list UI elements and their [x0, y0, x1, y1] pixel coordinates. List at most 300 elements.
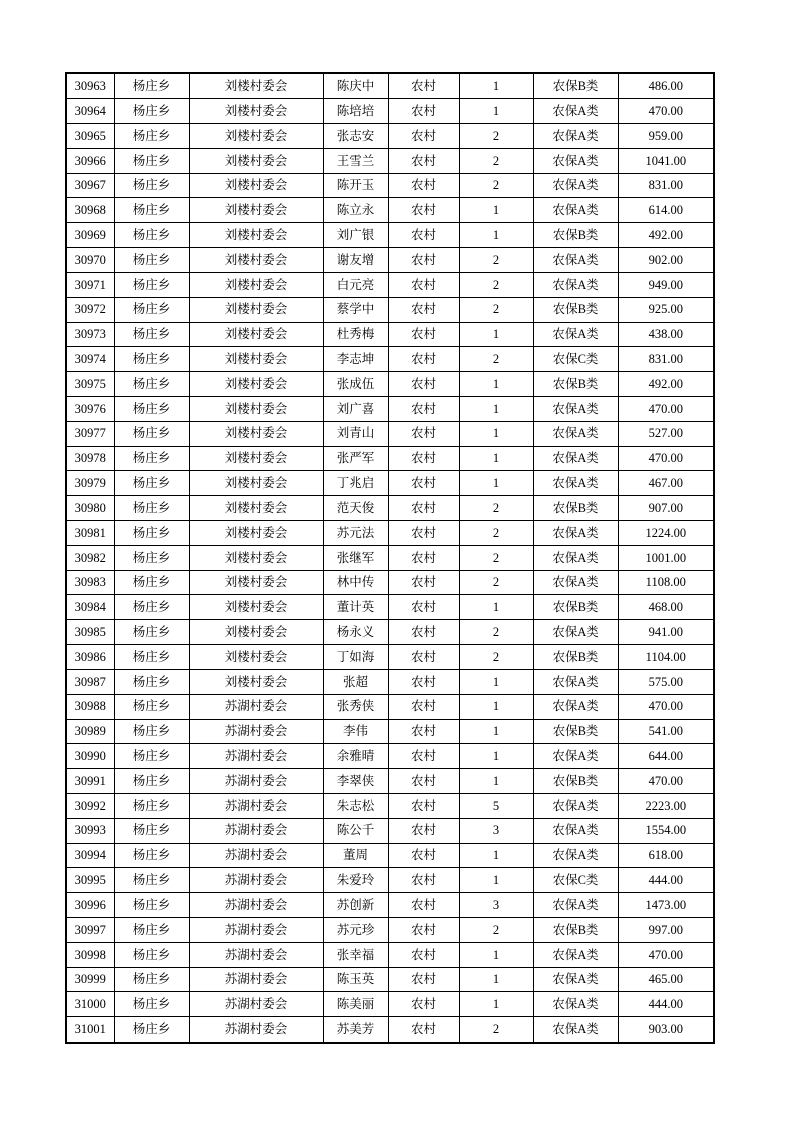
cell-village-committee: 刘楼村委会	[189, 669, 323, 694]
table-row	[66, 73, 714, 99]
cell-residence-type: 农村	[388, 967, 459, 992]
cell-amount: 941.00	[618, 620, 714, 645]
cell-serial-number: 30978	[66, 446, 114, 471]
table-row	[66, 372, 714, 397]
cell-residence-type: 农村	[388, 124, 459, 149]
cell-person-name: 白元亮	[323, 272, 388, 297]
cell-person-count: 1	[459, 967, 533, 992]
cell-person-count: 2	[459, 148, 533, 173]
cell-insurance-category: 农保A类	[533, 793, 618, 818]
cell-person-name: 苏美芳	[323, 1017, 388, 1043]
cell-village-committee: 刘楼村委会	[189, 347, 323, 372]
cell-village-committee: 苏湖村委会	[189, 942, 323, 967]
cell-residence-type: 农村	[388, 372, 459, 397]
cell-village-committee: 刘楼村委会	[189, 620, 323, 645]
table-row	[66, 744, 714, 769]
cell-insurance-category: 农保B类	[533, 372, 618, 397]
cell-residence-type: 农村	[388, 297, 459, 322]
cell-amount: 1108.00	[618, 570, 714, 595]
cell-serial-number: 30994	[66, 843, 114, 868]
cell-amount: 444.00	[618, 868, 714, 893]
cell-serial-number: 30989	[66, 719, 114, 744]
table-row	[66, 843, 714, 868]
cell-serial-number: 30996	[66, 893, 114, 918]
cell-village-committee: 苏湖村委会	[189, 793, 323, 818]
cell-person-name: 李志坤	[323, 347, 388, 372]
cell-village-committee: 刘楼村委会	[189, 545, 323, 570]
cell-person-count: 1	[459, 372, 533, 397]
cell-person-name: 苏创新	[323, 893, 388, 918]
cell-person-count: 1	[459, 223, 533, 248]
cell-amount: 1473.00	[618, 893, 714, 918]
cell-serial-number: 30998	[66, 942, 114, 967]
cell-serial-number: 30968	[66, 198, 114, 223]
cell-village-committee: 刘楼村委会	[189, 496, 323, 521]
cell-person-name: 陈庆中	[323, 73, 388, 99]
cell-amount: 541.00	[618, 719, 714, 744]
cell-township: 杨庄乡	[114, 471, 189, 496]
cell-amount: 1224.00	[618, 521, 714, 546]
table-row	[66, 942, 714, 967]
cell-village-committee: 刘楼村委会	[189, 446, 323, 471]
cell-serial-number: 30975	[66, 372, 114, 397]
cell-person-name: 董周	[323, 843, 388, 868]
cell-amount: 902.00	[618, 248, 714, 273]
cell-serial-number: 30976	[66, 396, 114, 421]
table-row	[66, 545, 714, 570]
cell-serial-number: 31001	[66, 1017, 114, 1043]
table-row	[66, 967, 714, 992]
cell-serial-number: 30999	[66, 967, 114, 992]
cell-person-name: 苏元珍	[323, 918, 388, 943]
cell-insurance-category: 农保A类	[533, 198, 618, 223]
cell-residence-type: 农村	[388, 322, 459, 347]
cell-person-name: 张继军	[323, 545, 388, 570]
cell-person-name: 杨永义	[323, 620, 388, 645]
cell-amount: 1041.00	[618, 148, 714, 173]
cell-amount: 492.00	[618, 372, 714, 397]
cell-person-count: 2	[459, 645, 533, 670]
cell-township: 杨庄乡	[114, 645, 189, 670]
cell-insurance-category: 农保A类	[533, 148, 618, 173]
cell-person-count: 2	[459, 521, 533, 546]
cell-village-committee: 苏湖村委会	[189, 744, 323, 769]
cell-serial-number: 30972	[66, 297, 114, 322]
table-row	[66, 620, 714, 645]
cell-township: 杨庄乡	[114, 372, 189, 397]
cell-village-committee: 刘楼村委会	[189, 148, 323, 173]
cell-serial-number: 30985	[66, 620, 114, 645]
cell-amount: 486.00	[618, 73, 714, 99]
cell-township: 杨庄乡	[114, 669, 189, 694]
cell-insurance-category: 农保B类	[533, 595, 618, 620]
cell-insurance-category: 农保A类	[533, 471, 618, 496]
cell-person-name: 蔡学中	[323, 297, 388, 322]
cell-residence-type: 农村	[388, 248, 459, 273]
cell-insurance-category: 农保A类	[533, 843, 618, 868]
cell-village-committee: 苏湖村委会	[189, 893, 323, 918]
cell-township: 杨庄乡	[114, 521, 189, 546]
cell-person-name: 林中传	[323, 570, 388, 595]
cell-insurance-category: 农保A类	[533, 322, 618, 347]
table-row	[66, 992, 714, 1017]
table-row	[66, 297, 714, 322]
cell-village-committee: 刘楼村委会	[189, 421, 323, 446]
cell-amount: 997.00	[618, 918, 714, 943]
table-row	[66, 198, 714, 223]
cell-person-count: 1	[459, 669, 533, 694]
cell-township: 杨庄乡	[114, 545, 189, 570]
cell-insurance-category: 农保A类	[533, 248, 618, 273]
cell-serial-number: 30984	[66, 595, 114, 620]
cell-person-name: 张严军	[323, 446, 388, 471]
cell-person-count: 2	[459, 496, 533, 521]
cell-insurance-category: 农保B类	[533, 297, 618, 322]
cell-insurance-category: 农保B类	[533, 645, 618, 670]
cell-serial-number: 30966	[66, 148, 114, 173]
cell-person-name: 陈美丽	[323, 992, 388, 1017]
cell-serial-number: 30993	[66, 818, 114, 843]
cell-serial-number: 30991	[66, 769, 114, 794]
cell-person-count: 2	[459, 124, 533, 149]
cell-residence-type: 农村	[388, 496, 459, 521]
cell-amount: 644.00	[618, 744, 714, 769]
cell-amount: 949.00	[618, 272, 714, 297]
cell-person-name: 范天俊	[323, 496, 388, 521]
cell-person-count: 1	[459, 99, 533, 124]
cell-residence-type: 农村	[388, 595, 459, 620]
cell-serial-number: 30970	[66, 248, 114, 273]
cell-person-count: 1	[459, 396, 533, 421]
cell-residence-type: 农村	[388, 521, 459, 546]
cell-person-name: 苏元法	[323, 521, 388, 546]
cell-village-committee: 苏湖村委会	[189, 967, 323, 992]
table-row	[66, 446, 714, 471]
table-row	[66, 272, 714, 297]
table-row	[66, 496, 714, 521]
cell-person-count: 1	[459, 719, 533, 744]
cell-residence-type: 农村	[388, 918, 459, 943]
cell-residence-type: 农村	[388, 471, 459, 496]
cell-insurance-category: 农保A类	[533, 818, 618, 843]
cell-residence-type: 农村	[388, 818, 459, 843]
cell-amount: 2223.00	[618, 793, 714, 818]
cell-person-count: 2	[459, 173, 533, 198]
cell-amount: 831.00	[618, 173, 714, 198]
cell-person-name: 杜秀梅	[323, 322, 388, 347]
cell-insurance-category: 农保A类	[533, 744, 618, 769]
cell-township: 杨庄乡	[114, 396, 189, 421]
cell-residence-type: 农村	[388, 545, 459, 570]
table-row	[66, 1017, 714, 1043]
cell-amount: 614.00	[618, 198, 714, 223]
cell-amount: 1554.00	[618, 818, 714, 843]
cell-insurance-category: 农保A类	[533, 669, 618, 694]
cell-village-committee: 刘楼村委会	[189, 595, 323, 620]
table-row	[66, 818, 714, 843]
cell-person-name: 李伟	[323, 719, 388, 744]
cell-person-count: 1	[459, 992, 533, 1017]
cell-insurance-category: 农保A类	[533, 570, 618, 595]
cell-serial-number: 30965	[66, 124, 114, 149]
cell-residence-type: 农村	[388, 669, 459, 694]
cell-amount: 925.00	[618, 297, 714, 322]
cell-township: 杨庄乡	[114, 496, 189, 521]
cell-residence-type: 农村	[388, 570, 459, 595]
table-row	[66, 347, 714, 372]
cell-serial-number: 30990	[66, 744, 114, 769]
cell-village-committee: 苏湖村委会	[189, 918, 323, 943]
cell-residence-type: 农村	[388, 843, 459, 868]
cell-village-committee: 刘楼村委会	[189, 198, 323, 223]
cell-person-count: 2	[459, 1017, 533, 1043]
cell-person-name: 丁兆启	[323, 471, 388, 496]
cell-village-committee: 苏湖村委会	[189, 992, 323, 1017]
cell-residence-type: 农村	[388, 769, 459, 794]
cell-village-committee: 苏湖村委会	[189, 818, 323, 843]
cell-amount: 470.00	[618, 446, 714, 471]
cell-township: 杨庄乡	[114, 744, 189, 769]
cell-township: 杨庄乡	[114, 297, 189, 322]
cell-amount: 470.00	[618, 769, 714, 794]
cell-residence-type: 农村	[388, 99, 459, 124]
cell-township: 杨庄乡	[114, 1017, 189, 1043]
cell-township: 杨庄乡	[114, 73, 189, 99]
cell-township: 杨庄乡	[114, 446, 189, 471]
cell-person-count: 1	[459, 744, 533, 769]
table-row	[66, 570, 714, 595]
cell-amount: 1104.00	[618, 645, 714, 670]
cell-person-count: 2	[459, 918, 533, 943]
cell-serial-number: 30997	[66, 918, 114, 943]
cell-person-name: 张成伍	[323, 372, 388, 397]
cell-insurance-category: 农保A类	[533, 521, 618, 546]
cell-serial-number: 30988	[66, 694, 114, 719]
cell-person-name: 陈公千	[323, 818, 388, 843]
cell-residence-type: 农村	[388, 645, 459, 670]
cell-person-name: 朱爱玲	[323, 868, 388, 893]
cell-person-count: 1	[459, 843, 533, 868]
cell-village-committee: 刘楼村委会	[189, 521, 323, 546]
cell-residence-type: 农村	[388, 396, 459, 421]
cell-township: 杨庄乡	[114, 843, 189, 868]
cell-insurance-category: 农保C类	[533, 347, 618, 372]
cell-village-committee: 刘楼村委会	[189, 73, 323, 99]
cell-township: 杨庄乡	[114, 719, 189, 744]
cell-amount: 467.00	[618, 471, 714, 496]
table-row	[66, 669, 714, 694]
cell-township: 杨庄乡	[114, 595, 189, 620]
cell-person-name: 张超	[323, 669, 388, 694]
cell-serial-number: 30992	[66, 793, 114, 818]
cell-person-count: 1	[459, 942, 533, 967]
cell-residence-type: 农村	[388, 744, 459, 769]
cell-serial-number: 30974	[66, 347, 114, 372]
cell-residence-type: 农村	[388, 694, 459, 719]
table-row	[66, 396, 714, 421]
cell-person-name: 刘广喜	[323, 396, 388, 421]
cell-person-name: 谢友增	[323, 248, 388, 273]
cell-amount: 470.00	[618, 99, 714, 124]
cell-township: 杨庄乡	[114, 272, 189, 297]
cell-amount: 831.00	[618, 347, 714, 372]
cell-person-count: 1	[459, 198, 533, 223]
cell-township: 杨庄乡	[114, 421, 189, 446]
table-row	[66, 99, 714, 124]
cell-insurance-category: 农保B类	[533, 496, 618, 521]
cell-amount: 527.00	[618, 421, 714, 446]
cell-person-count: 1	[459, 471, 533, 496]
cell-amount: 618.00	[618, 843, 714, 868]
cell-township: 杨庄乡	[114, 173, 189, 198]
cell-residence-type: 农村	[388, 347, 459, 372]
cell-village-committee: 刘楼村委会	[189, 272, 323, 297]
cell-residence-type: 农村	[388, 992, 459, 1017]
cell-serial-number: 30979	[66, 471, 114, 496]
cell-person-name: 余雅晴	[323, 744, 388, 769]
cell-village-committee: 刘楼村委会	[189, 471, 323, 496]
cell-village-committee: 刘楼村委会	[189, 645, 323, 670]
cell-amount: 444.00	[618, 992, 714, 1017]
cell-insurance-category: 农保A类	[533, 942, 618, 967]
cell-township: 杨庄乡	[114, 570, 189, 595]
cell-person-name: 王雪兰	[323, 148, 388, 173]
cell-residence-type: 农村	[388, 893, 459, 918]
cell-township: 杨庄乡	[114, 347, 189, 372]
cell-township: 杨庄乡	[114, 818, 189, 843]
cell-insurance-category: 农保B类	[533, 918, 618, 943]
cell-insurance-category: 农保A类	[533, 446, 618, 471]
cell-amount: 903.00	[618, 1017, 714, 1043]
table-row	[66, 868, 714, 893]
cell-village-committee: 刘楼村委会	[189, 248, 323, 273]
cell-residence-type: 农村	[388, 173, 459, 198]
cell-insurance-category: 农保A类	[533, 620, 618, 645]
cell-residence-type: 农村	[388, 198, 459, 223]
cell-person-name: 陈立永	[323, 198, 388, 223]
cell-township: 杨庄乡	[114, 793, 189, 818]
cell-village-committee: 苏湖村委会	[189, 868, 323, 893]
cell-person-name: 刘广银	[323, 223, 388, 248]
cell-township: 杨庄乡	[114, 620, 189, 645]
cell-village-committee: 刘楼村委会	[189, 173, 323, 198]
cell-person-count: 1	[459, 446, 533, 471]
cell-township: 杨庄乡	[114, 322, 189, 347]
cell-person-count: 2	[459, 545, 533, 570]
cell-amount: 492.00	[618, 223, 714, 248]
cell-township: 杨庄乡	[114, 967, 189, 992]
cell-township: 杨庄乡	[114, 223, 189, 248]
table-row	[66, 148, 714, 173]
cell-residence-type: 农村	[388, 719, 459, 744]
cell-insurance-category: 农保C类	[533, 868, 618, 893]
cell-serial-number: 30983	[66, 570, 114, 595]
cell-person-count: 2	[459, 570, 533, 595]
table-row	[66, 521, 714, 546]
cell-person-name: 张秀侠	[323, 694, 388, 719]
cell-insurance-category: 农保A类	[533, 694, 618, 719]
cell-amount: 470.00	[618, 396, 714, 421]
table-row	[66, 769, 714, 794]
cell-person-count: 2	[459, 297, 533, 322]
cell-village-committee: 苏湖村委会	[189, 769, 323, 794]
table-row	[66, 793, 714, 818]
cell-residence-type: 农村	[388, 793, 459, 818]
cell-person-count: 1	[459, 421, 533, 446]
cell-township: 杨庄乡	[114, 992, 189, 1017]
cell-residence-type: 农村	[388, 272, 459, 297]
cell-residence-type: 农村	[388, 942, 459, 967]
cell-insurance-category: 农保A类	[533, 173, 618, 198]
cell-amount: 470.00	[618, 942, 714, 967]
cell-person-count: 1	[459, 694, 533, 719]
cell-residence-type: 农村	[388, 620, 459, 645]
table-row	[66, 694, 714, 719]
cell-amount: 470.00	[618, 694, 714, 719]
cell-village-committee: 刘楼村委会	[189, 372, 323, 397]
cell-village-committee: 刘楼村委会	[189, 223, 323, 248]
table-row	[66, 893, 714, 918]
cell-residence-type: 农村	[388, 73, 459, 99]
cell-residence-type: 农村	[388, 868, 459, 893]
cell-village-committee: 刘楼村委会	[189, 297, 323, 322]
cell-person-name: 朱志松	[323, 793, 388, 818]
cell-amount: 907.00	[618, 496, 714, 521]
cell-township: 杨庄乡	[114, 99, 189, 124]
cell-insurance-category: 农保A类	[533, 992, 618, 1017]
cell-serial-number: 30986	[66, 645, 114, 670]
cell-insurance-category: 农保B类	[533, 73, 618, 99]
cell-township: 杨庄乡	[114, 918, 189, 943]
cell-township: 杨庄乡	[114, 124, 189, 149]
cell-person-name: 董计英	[323, 595, 388, 620]
cell-serial-number: 30963	[66, 73, 114, 99]
cell-insurance-category: 农保A类	[533, 1017, 618, 1043]
table-row	[66, 248, 714, 273]
cell-amount: 465.00	[618, 967, 714, 992]
cell-person-count: 3	[459, 893, 533, 918]
table-row	[66, 719, 714, 744]
table-row	[66, 173, 714, 198]
cell-serial-number: 30967	[66, 173, 114, 198]
cell-insurance-category: 农保B类	[533, 719, 618, 744]
cell-person-count: 2	[459, 272, 533, 297]
cell-village-committee: 刘楼村委会	[189, 322, 323, 347]
cell-insurance-category: 农保A类	[533, 967, 618, 992]
cell-village-committee: 刘楼村委会	[189, 124, 323, 149]
cell-insurance-category: 农保A类	[533, 421, 618, 446]
cell-person-name: 李翠侠	[323, 769, 388, 794]
cell-serial-number: 30973	[66, 322, 114, 347]
cell-amount: 959.00	[618, 124, 714, 149]
cell-serial-number: 30971	[66, 272, 114, 297]
cell-person-count: 2	[459, 620, 533, 645]
cell-insurance-category: 农保B类	[533, 769, 618, 794]
cell-township: 杨庄乡	[114, 769, 189, 794]
cell-residence-type: 农村	[388, 148, 459, 173]
table-row	[66, 421, 714, 446]
cell-person-name: 丁如海	[323, 645, 388, 670]
cell-serial-number: 30982	[66, 545, 114, 570]
cell-person-name: 陈开玉	[323, 173, 388, 198]
cell-amount: 575.00	[618, 669, 714, 694]
cell-township: 杨庄乡	[114, 148, 189, 173]
cell-village-committee: 苏湖村委会	[189, 843, 323, 868]
cell-person-count: 3	[459, 818, 533, 843]
cell-residence-type: 农村	[388, 446, 459, 471]
insurance-payment-table-body	[66, 73, 714, 1043]
cell-amount: 438.00	[618, 322, 714, 347]
